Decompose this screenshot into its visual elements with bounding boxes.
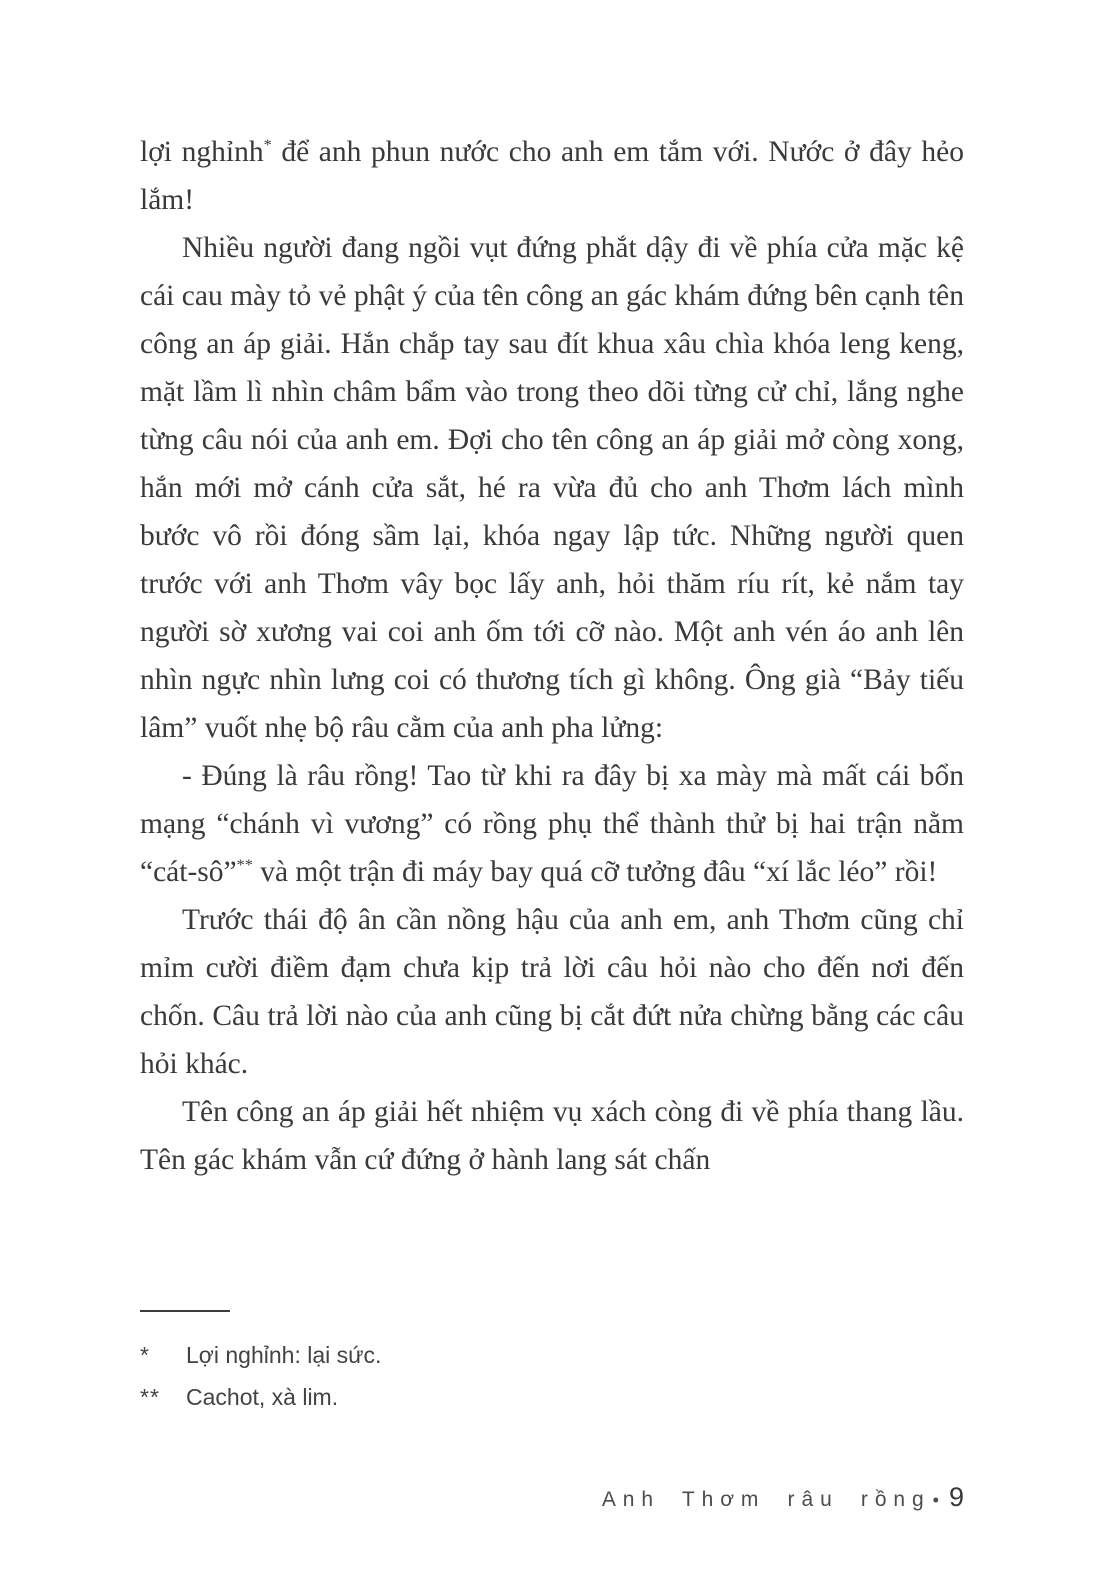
footnotes bbox=[140, 1334, 964, 1418]
paragraph bbox=[140, 896, 964, 1088]
paragraph bbox=[140, 752, 964, 896]
footnote-text: Cachot, xà lim. bbox=[186, 1384, 339, 1410]
paragraph bbox=[140, 1088, 964, 1184]
page-number: 9 bbox=[948, 1482, 964, 1512]
text-run: Trước thái độ ân cần nồng hậu của anh em, anh Thơm cũng chỉ mỉm cười điềm đạm chưa kịp trả lời câu hỏi nào cho đến nơi đến chốn. Câu trả lời nào của anh cũng bị cắt đứt nửa chừng bằng các câu hỏi khác. bbox=[140, 904, 964, 1080]
page-footer bbox=[602, 1482, 964, 1513]
text-run: Nhiều người đang ngồi vụt đứng phắt dậy đi về phía cửa mặc kệ cái cau mày tỏ vẻ phật ý của tên công an gác khám đứng bên cạnh tên công an áp giải. Hắn chắp tay sau đít khua xâu chìa khóa leng keng, mặt lầm lì nhìn châm bẩm vào trong theo dõi từng cử chỉ, lắng nghe từng câu nói của anh em. Đợi cho tên công an áp giải mở còng xong, hắn mới mở cánh cửa sắt, hé ra vừa đủ cho anh Thơm lách mình bước vô rồi đóng sầm lại, khóa ngay lập tức. Những người quen trước với anh Thơm vây bọc lấy anh, hỏi thăm ríu rít, kẻ nắm tay người sờ xương vai coi anh ốm tới cỡ nào. Một anh vén áo anh lên nhìn ngực nhìn lưng coi có thương tích gì không. Ông già “Bảy tiếu lâm” vuốt nhẹ bộ râu cằm của anh pha lửng: bbox=[140, 232, 964, 744]
footnote-text: Lợi nghỉnh: lại sức. bbox=[186, 1342, 382, 1368]
paragraph bbox=[140, 128, 964, 224]
footnote-marker: ** bbox=[140, 1384, 160, 1410]
running-title: Anh Thơm râu rồng bbox=[601, 1488, 931, 1511]
text-run: Tên công an áp giải hết nhiệm vụ xách còng đi về phía thang lầu. Tên gác khám vẫn cứ đứng ở hành lang sát chấn bbox=[140, 1096, 964, 1176]
footnote-marker: * bbox=[140, 1342, 150, 1368]
footnote-item bbox=[140, 1334, 964, 1376]
paragraph bbox=[140, 224, 964, 752]
footnote-separator bbox=[140, 1310, 230, 1312]
footnote-reference-marker: * bbox=[263, 136, 272, 155]
separator-dot: • bbox=[932, 1490, 939, 1510]
footnote-item bbox=[140, 1376, 964, 1418]
text-run: - Đúng là râu rồng! Tao từ khi ra đây bị xa mày mà mất cái bổn mạng “chánh vì vương” có rồng phụ thể thành thử bị hai trận nằm “cát-sô” bbox=[140, 760, 964, 888]
text-run: để anh phun nước cho anh em tắm với. Nước ở đây hẻo lắm! bbox=[140, 136, 964, 216]
footnote-reference-marker: ** bbox=[236, 856, 253, 875]
text-run: và một trận đi máy bay quá cỡ tưởng đâu “xí lắc léo” rồi! bbox=[252, 856, 938, 888]
text-run: lợi nghỉnh bbox=[140, 136, 264, 168]
body-text bbox=[140, 128, 964, 1184]
